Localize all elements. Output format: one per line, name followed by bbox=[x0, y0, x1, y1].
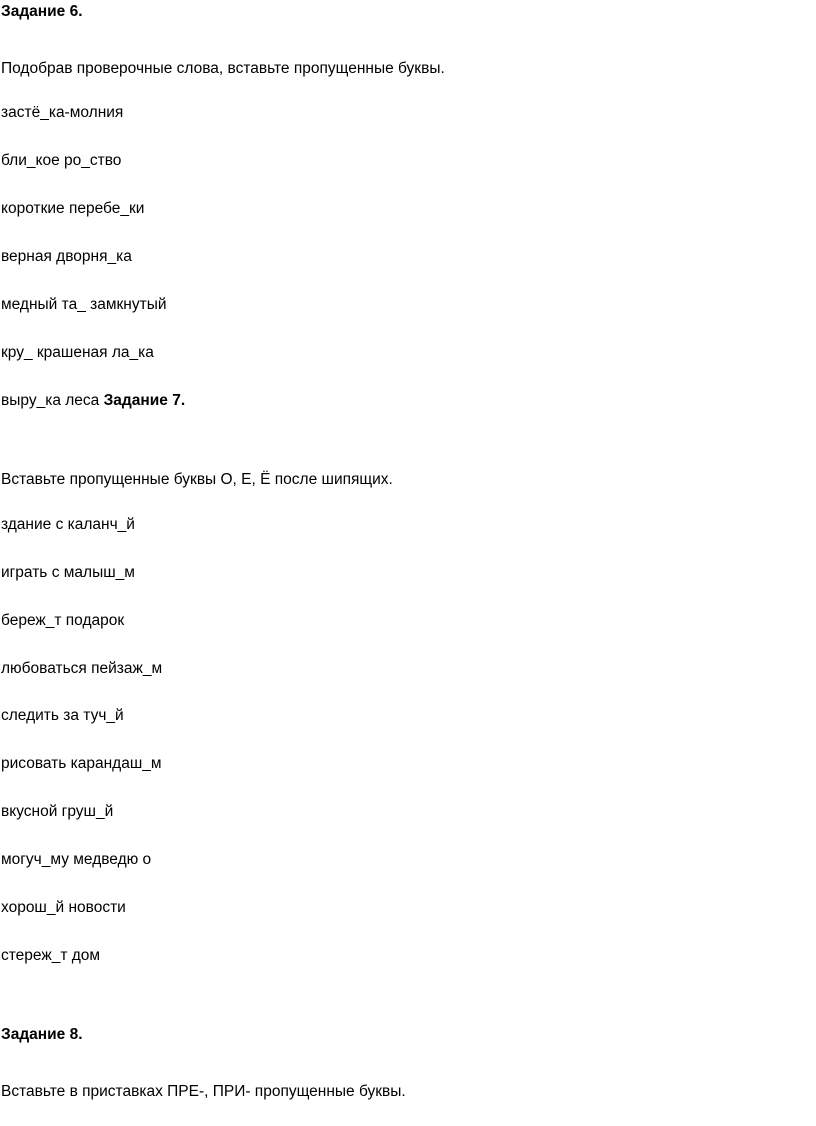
task6-item-4: верная дворня_ка bbox=[1, 248, 132, 265]
task6-item-7: выру_ка леса bbox=[1, 392, 100, 409]
task7-item-1: здание с каланч_й bbox=[1, 516, 135, 533]
task7-item-3: береж_т подарок bbox=[1, 612, 125, 629]
task7-item-6: рисовать карандаш_м bbox=[1, 755, 162, 772]
task7-item-7: вкусной груш_й bbox=[1, 803, 114, 820]
task6-title: Задание 6. bbox=[1, 3, 83, 20]
task7-item-5: следить за туч_й bbox=[1, 707, 124, 724]
task7-title: Задание 7. bbox=[103, 392, 186, 409]
task6-item-2: бли_кое ро_ство bbox=[1, 152, 122, 169]
task7-item-4: любоваться пейзаж_м bbox=[1, 660, 163, 677]
task8-title: Задание 8. bbox=[1, 1026, 83, 1043]
task8-instruction: Вставьте в приставках ПРЕ-, ПРИ- пропущенные буквы. bbox=[1, 1083, 406, 1100]
task6-instruction: Подобрав проверочные слова, вставьте пропущенные буквы. bbox=[1, 60, 445, 77]
task7-item-9: хорош_й новости bbox=[1, 899, 126, 916]
task7-item-2: играть с малыш_м bbox=[1, 564, 135, 581]
task6-item-7-with-task7-title bbox=[1, 391, 185, 411]
task7-item-8: могуч_му медведю о bbox=[1, 851, 152, 868]
task6-item-1: застё_ка-молния bbox=[1, 104, 124, 121]
task6-item-5: медный та_ замкнутый bbox=[1, 296, 167, 313]
task6-item-6: кру_ крашеная ла_ка bbox=[1, 344, 154, 361]
task7-item-10: стереж_т дом bbox=[1, 947, 101, 964]
task7-instruction: Вставьте пропущенные буквы О, Е, Ё после шипящих. bbox=[1, 471, 393, 488]
task6-item-3: короткие перебе_ки bbox=[1, 200, 145, 217]
